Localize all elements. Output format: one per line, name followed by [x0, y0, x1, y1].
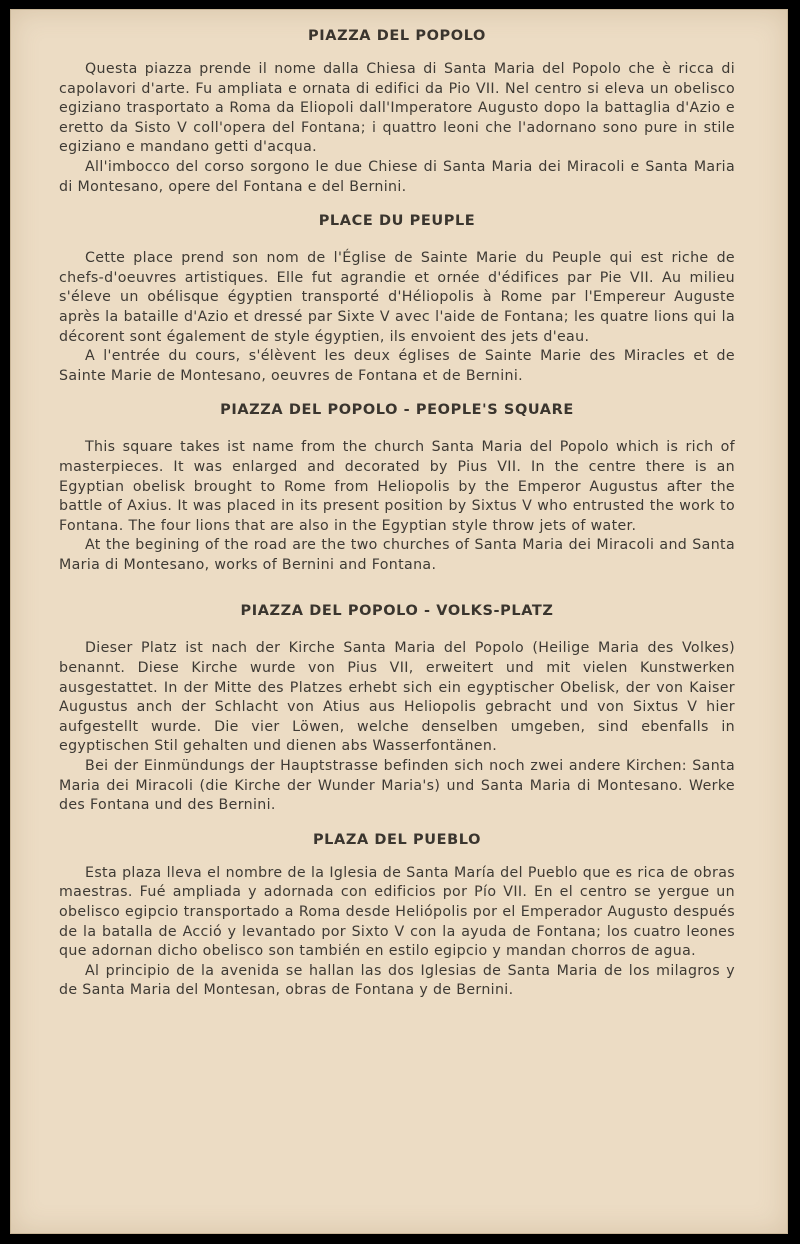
section-heading-spanish: PLAZA DEL PUEBLO [312, 831, 482, 848]
paragraph-english-2: At the begining of the road are the two churches of Santa Maria dei Miracoli and Santa Maria di Montesano, works of Bernini and Fontana. [59, 537, 735, 573]
section-heading-italian: PIAZZA DEL POPOLO [308, 28, 486, 44]
postcard-back [10, 9, 788, 1234]
paragraph-german-2: Bei der Einmündungs der Hauptstrasse befinden sich noch zwei andere Kirchen: Santa Maria dei Miracoli (die Kirche der Wunder Maria's) und Santa Maria di Montesano. Werke des Fontana und des Bernini. [59, 758, 735, 814]
paragraph-italian-1: Questa piazza prende il nome dalla Chiesa di Santa Maria del Popolo che è ricca di capolavori d'arte. Fu ampliata e ornata di edifici da Pio VII. Nel centro si eleva un obelisco egiziano trasportato a Roma da Eliopoli dall'Imperatore Augusto dopo la battaglia d'Azio e eretto da Sisto V coll'opera del Fontana; i quattro leoni che l'adornano sono pure in stile egiziano e mandano getti d'acqua. [59, 61, 735, 156]
section-heading-french: PLACE DU PEUPLE [318, 213, 476, 230]
paragraph-italian-2: All'imbocco del corso sorgono le due Chiese di Santa Maria dei Miracoli e Santa Maria di Montesano, opere del Fontana e del Bernini. [59, 158, 735, 195]
paragraph-german-1: Dieser Platz ist nach der Kirche Santa Maria del Popolo (Heilige Maria des Volkes) benannt. Diese Kirche wurde von Pius VII, erweitert und mit vielen Kunstwerken ausgestattet. In der Mitte des Platzes erhebt sich ein egyptischer Obelisk, der von Kaiser Augustus anch der Schlacht von Atius aus Heliopolis gebracht und von Sixtus V hier aufgestellt wurde. Die vier Löwen, welche denselben umgeben, sind ebenfalls in egyptischen Stil gehalten und dienen abs Wasserfontänen. [59, 640, 735, 755]
paragraph-spanish-1: Esta plaza lleva el nombre de la Iglesia de Santa María del Pueblo que es rica de obras maestras. Fué ampliada y adornada con edificios por Pío VII. En el centro se yergue un obelisco egipcio transportado a Roma desde Heliópolis por el Emperador Augusto después de la batalla de Acció y levantado por Sixto V con la ayuda de Fontana; los cuatro leones que adornan dicho obelisco son también en estilo egipcio y mandan chorros de agua. [59, 864, 735, 960]
paragraph-spanish-2: Al principio de la avenida se hallan las dos Iglesias de Santa Maria de los milagros y de Santa Maria del Montesan, obras de Fontana y de Bernini. [59, 962, 735, 999]
paragraph-french-1: Cette place prend son nom de l'Église de Sainte Marie du Peuple qui est riche de chefs-d'oeuvres artistiques. Elle fut agrandie et ornée d'édifices par Pie VII. Au milieu s'éleve un obélisque égyptien transporté d'Héliopolis à Rome par l'Empereur Auguste après la bataille d'Azio et dressé par Sixte V avec l'aide de Fontana; les quatre lions qui la décorent sont également de style égyptien, ils envoient des jets d'eau. [59, 250, 735, 345]
paragraph-english-1: This square takes ist name from the church Santa Maria del Popolo which is rich of masterpieces. It was enlarged and decorated by Pius VII. In the centre there is an Egyptian obelisk brought to Rome from Heliopolis by the Emperor Augustus after the battle of Axius. It was placed in its present position by Sixtus V who entrusted the work to Fontana. The four lions that are also in the Egyptian style throw jets of water. [59, 439, 735, 534]
paragraph-french-2: A l'entrée du cours, s'élèvent les deux églises de Sainte Marie des Miracles et de Sainte Marie de Montesano, oeuvres de Fontana et de Bernini. [59, 348, 735, 384]
section-heading-german: PIAZZA DEL POPOLO - VOLKS-PLATZ [240, 603, 554, 620]
section-heading-english: PIAZZA DEL POPOLO - PEOPLE'S SQUARE [220, 402, 574, 419]
text-content [59, 22, 735, 1001]
